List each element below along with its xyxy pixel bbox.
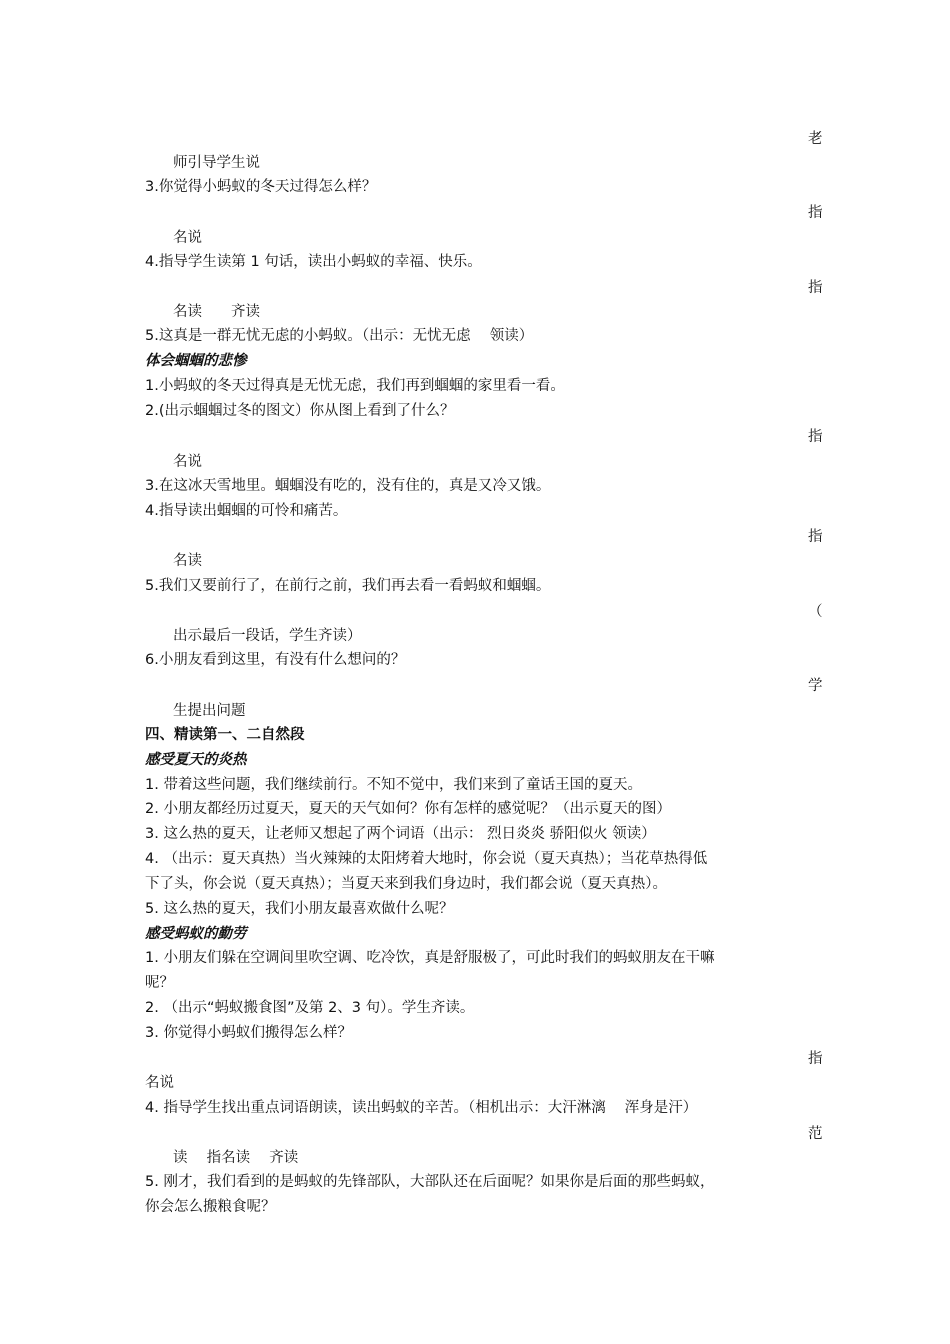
section-heading: 四、精读第一、二自然段 — [145, 727, 305, 743]
continuation-char: （ — [808, 604, 823, 620]
text-line: 1. 带着这些问题，我们继续前行。不知不觉中，我们来到了童话王国的夏天。 — [145, 777, 642, 793]
text-line: 2. （出示“蚂蚁搬食图”及第 2、3 句）。学生齐读。 — [145, 1000, 475, 1016]
section-heading: 体会蝈蝈的悲惨 — [145, 353, 247, 369]
text-line: 1. 小朋友们躲在空调间里吹空调、吃冷饮，真是舒服极了，可此时我们的蚂蚁朋友在干嘛 — [145, 950, 715, 966]
text-line: 3.你觉得小蚂蚁的冬天过得怎么样？ — [145, 179, 377, 195]
text-line: 4.指导学生读第 1 句话，读出小蚂蚁的幸福、快乐。 — [145, 254, 482, 270]
text-line: 4. （出示：夏天真热）当火辣辣的太阳烤着大地时，你会说（夏天真热）；当花草热得低 — [145, 851, 708, 867]
continuation-char: 范 — [808, 1126, 823, 1142]
text-line: 名读 — [173, 553, 202, 569]
text-line: 5.我们又要前行了，在前行之前，我们再去看一看蚂蚁和蝈蝈。 — [145, 578, 551, 594]
continuation-char: 指 — [808, 529, 823, 545]
text-line: 名说 — [173, 230, 202, 246]
sub-heading: 感受夏天的炎热 — [145, 752, 247, 768]
text-line: 6.小朋友看到这里，有没有什么想问的？ — [145, 652, 406, 668]
text-line: 2.(出示蝈蝈过冬的图文）你从图上看到了什么？ — [145, 403, 455, 419]
text-line: 生提出问题 — [173, 703, 246, 719]
sub-heading: 感受蚂蚁的勤劳 — [145, 926, 247, 942]
text-line: 呢？ — [145, 975, 174, 991]
text-line: 你会怎么搬粮食呢？ — [145, 1199, 276, 1215]
text-line: 师引导学生说 — [173, 155, 260, 171]
continuation-char: 指 — [808, 429, 823, 445]
text-line: 1.小蚂蚁的冬天过得真是无忧无虑，我们再到蝈蝈的家里看一看。 — [145, 378, 565, 394]
text-line: 3. 你觉得小蚂蚁们搬得怎么样？ — [145, 1025, 352, 1041]
text-line: 4. 指导学生找出重点词语朗读，读出蚂蚁的辛苦。（相机出示：大汗淋漓 浑身是汗） — [145, 1100, 698, 1116]
text-line: 5. 刚才，我们看到的是蚂蚁的先锋部队，大部队还在后面呢？如果你是后面的那些蚂蚁， — [145, 1174, 715, 1190]
continuation-char: 指 — [808, 1051, 823, 1067]
text-line: 名说 — [173, 454, 202, 470]
text-line: 5. 这么热的夏天，我们小朋友最喜欢做什么呢？ — [145, 901, 454, 917]
text-line: 名读 齐读 — [173, 304, 260, 320]
continuation-char: 指 — [808, 280, 823, 296]
continuation-char: 老 — [808, 131, 823, 147]
continuation-char: 指 — [808, 205, 823, 221]
text-line: 3.在这冰天雪地里。蝈蝈没有吃的，没有住的，真是又冷又饿。 — [145, 478, 551, 494]
text-line: 下了头，你会说（夏天真热）；当夏天来到我们身边时，我们都会说（夏天真热）。 — [145, 876, 667, 892]
text-line: 4.指导读出蝈蝈的可怜和痛苦。 — [145, 503, 348, 519]
text-line: 出示最后一段话，学生齐读） — [173, 628, 362, 644]
text-line: 5.这真是一群无忧无虑的小蚂蚁。（出示：无忧无虑 领读） — [145, 328, 534, 344]
text-line: 名说 — [145, 1075, 174, 1091]
text-line: 2. 小朋友都经历过夏天，夏天的天气如何？你有怎样的感觉呢？（出示夏天的图） — [145, 801, 671, 817]
text-line: 3. 这么热的夏天，让老师又想起了两个词语（出示： 烈日炎炎 骄阳似火 领读） — [145, 826, 656, 842]
continuation-char: 学 — [808, 678, 823, 694]
text-line: 读 指名读 齐读 — [173, 1150, 299, 1166]
